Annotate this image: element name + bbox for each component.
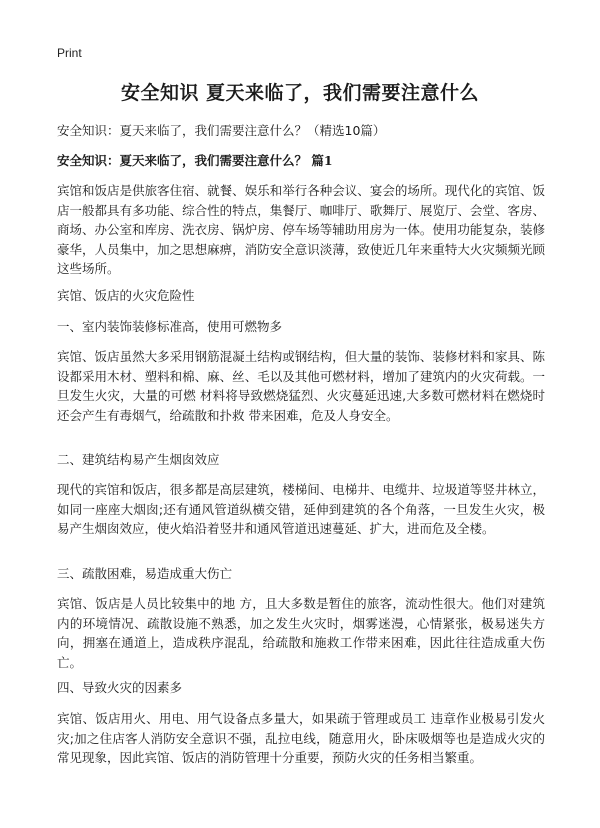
subtitle: 安全知识：夏天来临了，我们需要注意什么？（精选10篇） [57,123,386,138]
heading-point-4: 四、导致火灾的因素多 [57,680,183,695]
paragraph-point-2: 现代的宾馆和饭店，很多都是高层建筑，楼梯间、电梯井、电缆井、垃圾道等竖井林立，如同一座座大烟囱;还有通风管道纵横交错，延伸到建筑的各个角落，一旦发生火灾，极易产生烟囱效应，使火焰沿着竖井和通风管道迅速蔓延、扩大，进而危及全楼。 [57,482,545,536]
print-link[interactable]: Print [57,46,82,60]
paragraph-intro: 宾馆和饭店是供旅客住宿、就餐、娱乐和举行各种会议、宴会的场所。现代化的宾馆、饭店一般都具有多功能、综合性的特点，集餐厅、咖啡厅、歌舞厅、展览厅、会堂、客房、商场、办公室和库房、洗衣房、锅炉房、停车场等辅助用房为一体。使用功能复杂，装修豪华，人员集中，加之思想麻痹，消防安全意识淡薄，致使近几年来重特大火灾频频光顾这些场所。 [57,183,545,276]
heading-point-3: 三、疏散困难，易造成重大伤亡 [57,566,233,581]
heading-point-1: 一、室内装饰装修标准高，使用可燃物多 [57,319,283,334]
paragraph-point-3: 宾馆、饭店是人员比较集中的地 方，且大多数是暂住的旅客，流动性很大。他们对建筑内的环境情况、疏散设施不熟悉，加之发生火灾时，烟雾迷漫，心情紧张，极易迷失方向，拥塞在通道上，造成秩序混乱，给疏散和施救工作带来困难，因此往往造成重大伤亡。 [57,596,545,670]
page-title: 安全知识 夏天来临了，我们需要注意什么 [120,82,480,104]
heading-fire-risk: 宾馆、饭店的火灾危险性 [57,288,195,303]
paragraph-point-1: 宾馆、饭店虽然大多采用钢筋混凝土结构或钢结构，但大量的装饰、装修材料和家具、陈设都采用木材、塑料和棉、麻、丝、毛以及其他可燃材料，增加了建筑内的火灾荷载。一旦发生火灾，大量的可燃 材料将导致燃烧猛烈、火灾蔓延迅速,大多数可燃材料在燃烧时还会产生有毒烟气，给疏散和扑救 带来困难，危及人身安全。 [57,349,545,423]
paragraph-point-4: 宾馆、饭店用火、用电、用气设备点多量大，如果疏于管理或员工 违章作业极易引发火灾;加之住店客人消防安全意识不强，乱拉电线，随意用火，卧床吸烟等也是造成火灾的常见现象，因此宾馆、饭店的消防管理十分重要，预防火灾的任务相当繁重。 [57,711,545,765]
section-heading: 安全知识：夏天来临了，我们需要注意什么？ 篇1 [57,153,333,168]
heading-point-2: 二、建筑结构易产生烟囱效应 [57,452,220,467]
